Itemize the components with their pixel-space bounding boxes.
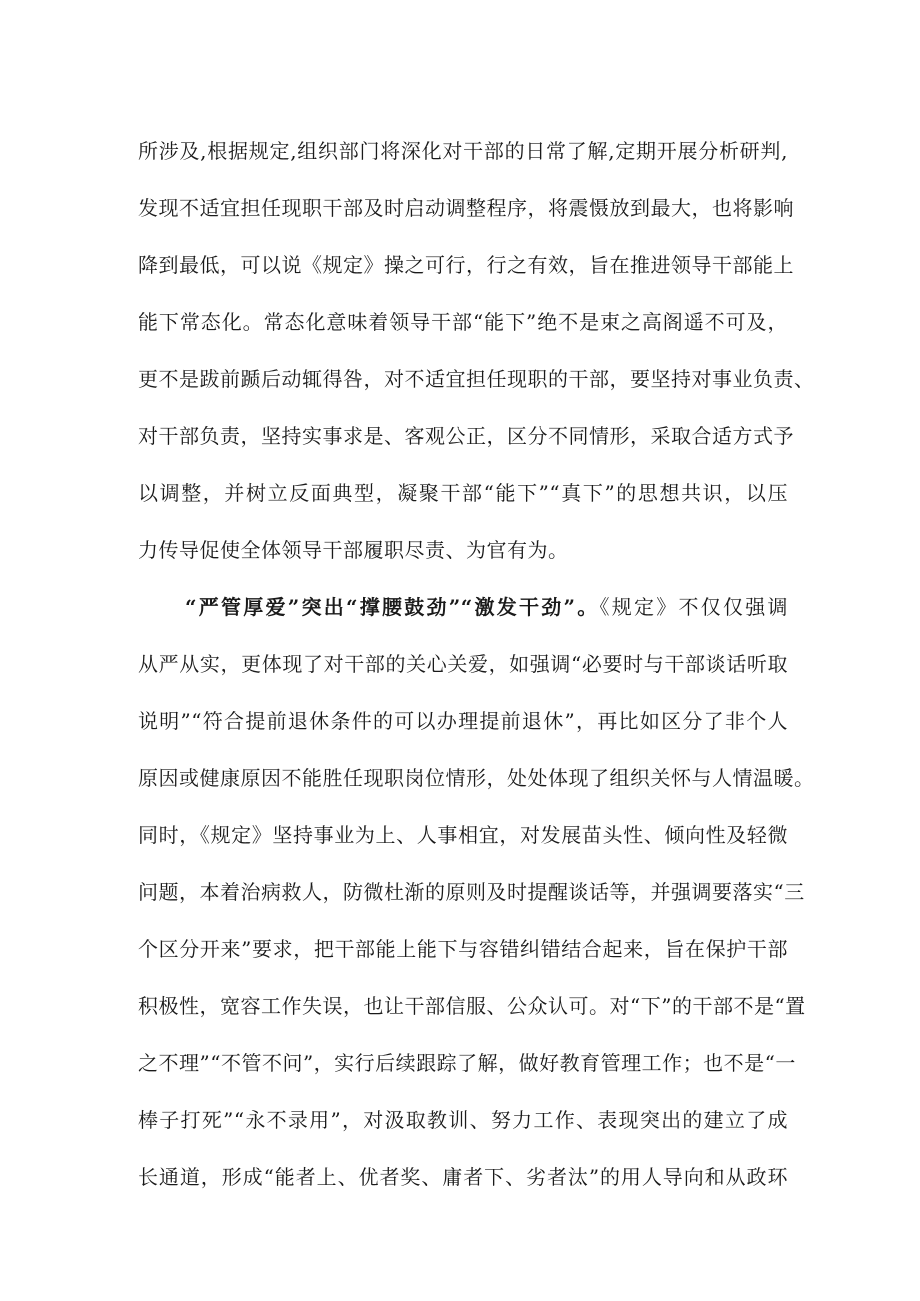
paragraph-line: 积极性，宽容工作失误，也让干部信服、公众认可。对“下”的干部不是“置 [138, 994, 806, 1018]
paragraph-line: 降到最低，可以说《规定》操之可行，行之有效，旨在推进领导干部能上 [138, 253, 794, 277]
paragraph-first-line [185, 593, 788, 621]
paragraph-line: 以调整，并树立反面典型，凝聚干部“能下”“真下”的思想共识，以压 [138, 481, 788, 505]
paragraph-line: 对干部负责，坚持实事求是、客观公正，区分不同情形，采取合适方式予 [138, 424, 794, 448]
paragraph-line: 能下常态化。常态化意味着领导干部“能下”绝不是束之高阁遥不可及， [138, 310, 788, 334]
paragraph-line: 之不理”“不管不问”，实行后续跟踪了解，做好教育管理工作；也不是“一 [138, 1051, 796, 1075]
paragraph-line: 长通道，形成“能者上、优者奖、庸者下、劣者汰”的用人导向和从政环 [138, 1165, 788, 1189]
paragraph-line: 原因或健康原因不能胜任现职岗位情形，处处体现了组织关怀与人情温暖。 [138, 766, 815, 790]
section-heading: “严管厚爱”突出“撑腰鼓劲”“激发干劲”。 [185, 595, 600, 619]
paragraph-line: 力传导促使全体领导干部履职尽责、为官有为。 [138, 538, 569, 562]
paragraph-line: 棒子打死”“永不录用”，对汲取教训、努力工作、表现突出的建立了成 [138, 1108, 788, 1132]
paragraph-line: 更不是跋前踬后动辄得咎，对不适宜担任现职的干部，要坚持对事业负责、 [138, 367, 815, 391]
first-line-text: 《规定》不仅仅强调 [599, 595, 789, 619]
paragraph-line: 发现不适宜担任现职干部及时启动调整程序，将震慑放到最大，也将影响 [138, 196, 794, 220]
paragraph-line: 同时，《规定》坚持事业为上、人事相宜，对发展苗头性、倾向性及轻微 [138, 823, 788, 847]
paragraph-line: 从严从实，更体现了对干部的关心关爱，如强调“必要时与干部谈话听取 [138, 652, 788, 676]
paragraph-line: 说明”“符合提前退休条件的可以办理提前退休”，再比如区分了非个人 [138, 709, 788, 733]
paragraph-line: 个区分开来”要求，把干部能上能下与容错纠错结合起来，旨在保护干部 [138, 937, 788, 961]
paragraph-line: 所涉及,根据规定,组织部门将深化对干部的日常了解,定期开展分析研判, [138, 139, 788, 163]
paragraph-line: 问题，本着治病救人，防微杜渐的原则及时提醒谈话等，并强调要落实“三 [138, 880, 805, 904]
